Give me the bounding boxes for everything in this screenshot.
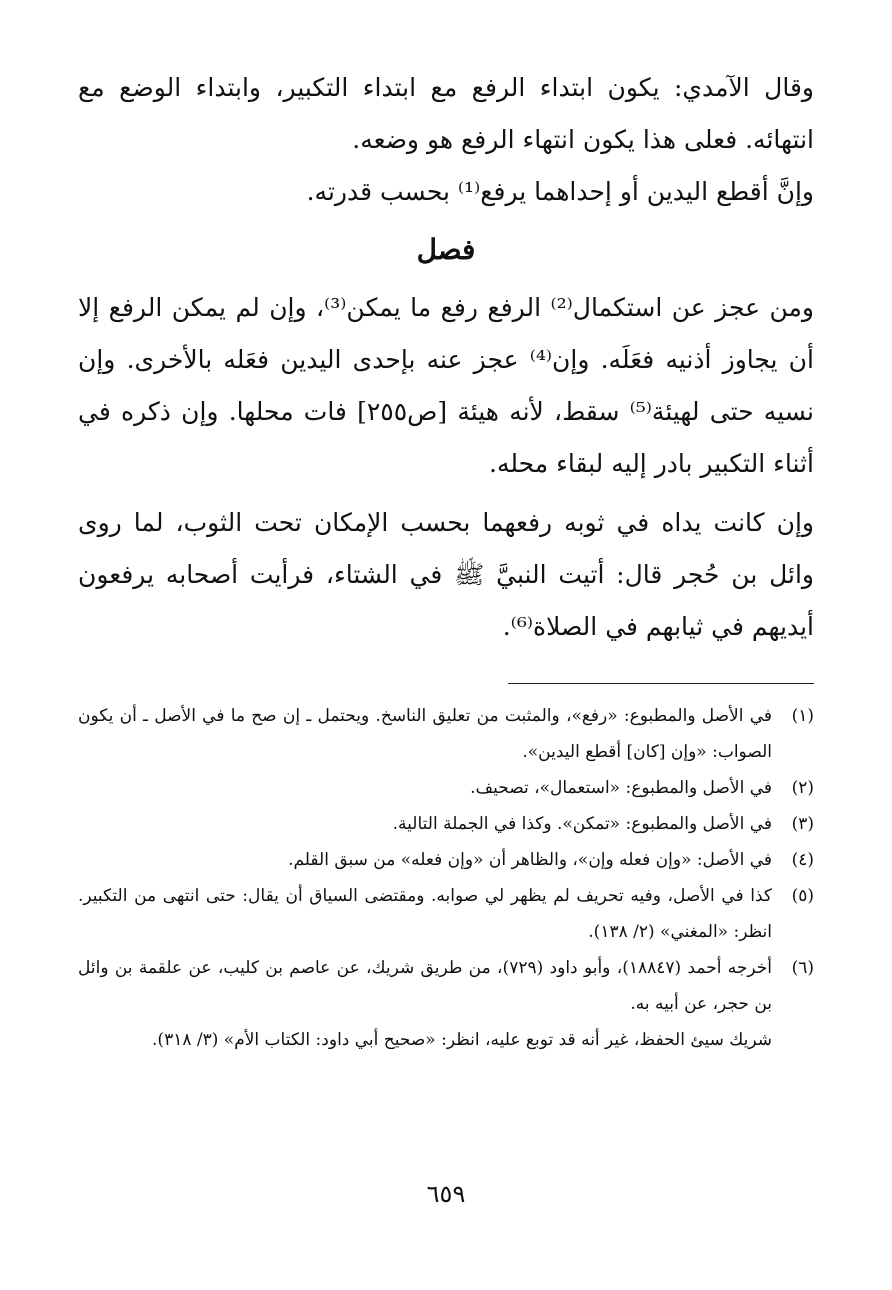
footnote-4 — [78, 842, 814, 878]
page-number: ٦٥٩ — [426, 1180, 466, 1208]
footnote-6-continuation: شريك سيئ الحفظ، غير أنه قد توبع عليه، انظر: «صحيح أبي داود: الكتاب الأم» (٣/ ٣١٨). — [152, 1030, 772, 1050]
footnote-number: (٢) — [791, 778, 814, 798]
footnote-text: في الأصل والمطبوع: «استعمال»، تصحيف. — [470, 778, 772, 798]
paragraph-3: ومن عجز عن استكمال⁽²⁾ الرفع رفع ما يمكن⁽³⁾، وإن لم يمكن الرفع إلا أن يجاوز أذنيه فعَلَه. وإن⁽⁴⁾ عجز عنه بإحدى اليدين فعَله بالأخرى. وإن نسيه حتى لهيئة⁽⁵⁾ سقط، لأنه هيئة [ص٢٥٥] فات محلها. وإن ذكره في أثناء التكبير بادر إليه لبقاء محله. — [78, 293, 814, 478]
footnote-separator — [508, 683, 814, 684]
footnote-text: في الأصل: «وإن فعله وإن»، والظاهر أن «وإن فعله» من سبق القلم. — [288, 850, 772, 870]
footnote-number: (٦) — [791, 958, 814, 978]
footnote-text: كذا في الأصل، وفيه تحريف لم يظهر لي صوابه. ومقتضى السياق أن يقال: حتى انتهى من التكبير. انظر: «المغني» (٢/ ١٣٨). — [78, 886, 772, 942]
paragraph-4: وإن كانت يداه في ثوبه رفعهما بحسب الإمكان تحت الثوب، لما روى وائل بن حُجر قال: أتيت النبيَّ ﷺ في الشتاء، فرأيت أصحابه يرفعون أيديهم في ثيابهم في الصلاة⁽⁶⁾. — [78, 508, 814, 641]
footnote-1 — [78, 698, 814, 770]
footnote-text: في الأصل والمطبوع: «تمكن». وكذا في الجملة التالية. — [392, 814, 772, 834]
footnote-number: (٣) — [791, 814, 814, 834]
footnote-5 — [78, 878, 814, 950]
main-text — [78, 62, 814, 653]
footnote-number: (١) — [791, 706, 814, 726]
footnote-number: (٥) — [791, 886, 814, 906]
footnote-3 — [78, 806, 814, 842]
paragraph-1: وقال الآمدي: يكون ابتداء الرفع مع ابتداء التكبير، وابتداء الوضع مع انتهائه. فعلى هذا يكون انتهاء الرفع هو وضعه. — [78, 73, 814, 154]
footnote-6 — [78, 950, 814, 1022]
paragraph-2: وإنَّ أقطع اليدين أو إحداهما يرفع⁽¹⁾ بحسب قدرته. — [306, 177, 814, 206]
section-heading: فصل — [416, 233, 476, 266]
footnote-text: في الأصل والمطبوع: «رفع»، والمثبت من تعليق الناسخ. ويحتمل ـ إن صح ما في الأصل ـ أن يكون الصواب: «وإن [كان] أقطع اليدين». — [78, 706, 772, 762]
footnote-2 — [78, 770, 814, 806]
footnote-text: أخرجه أحمد (١٨٨٤٧)، وأبو داود (٧٢٩)، من طريق شريك، عن عاصم بن كليب، عن علقمة بن وائل بن حجر، عن أبيه به. — [78, 958, 772, 1014]
page — [78, 62, 814, 1058]
footnotes — [78, 698, 814, 1058]
footnote-number: (٤) — [791, 850, 814, 870]
